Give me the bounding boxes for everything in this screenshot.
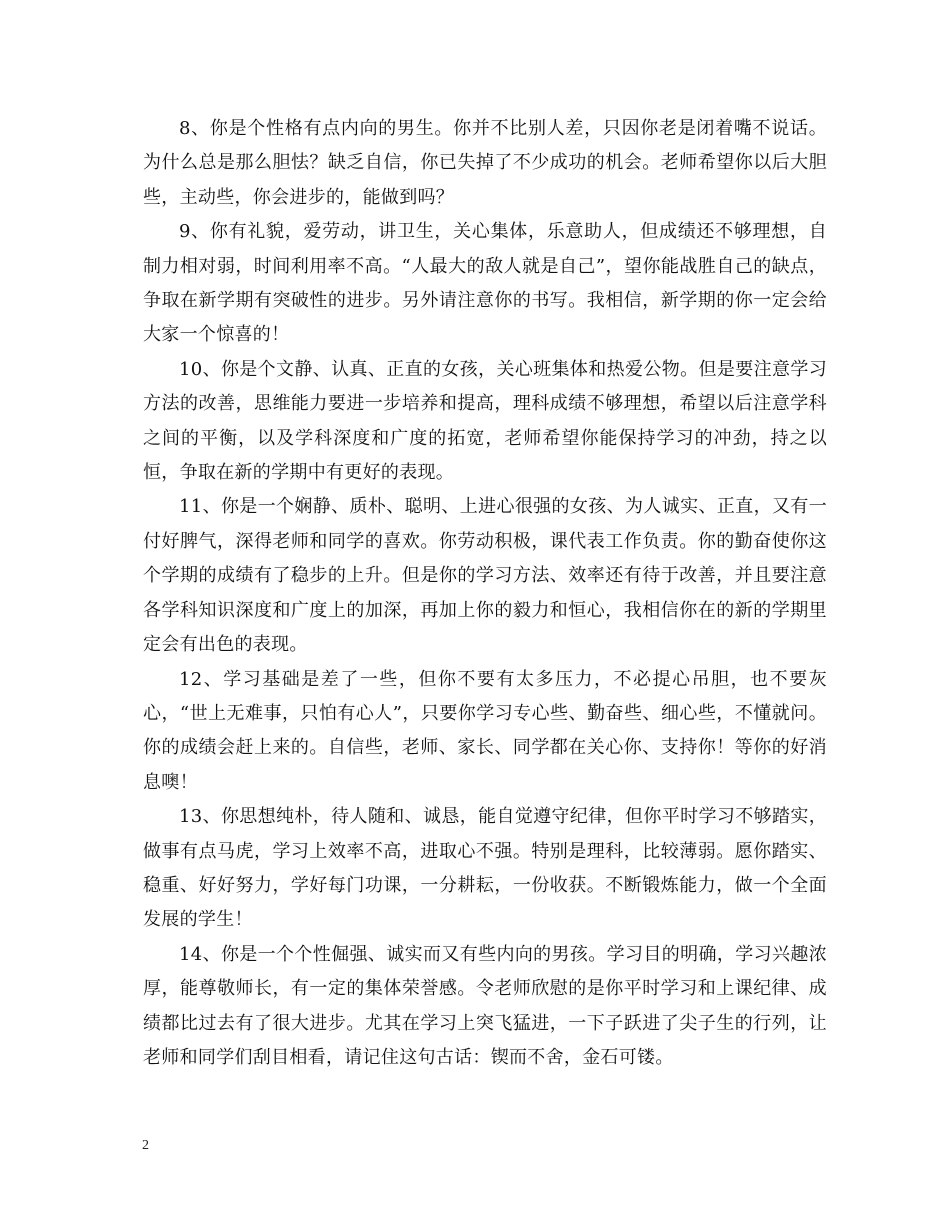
comment-paragraph-8: 8、你是个性格有点内向的男生。你并不比别人差，只因你老是闭着嘴不说话。为什么总是那么胆怯？缺乏自信，你已失掉了不少成功的机会。老师希望你以后大胆些，主动些，你会进步的，能做到吗？ (143, 118, 827, 208)
comment-paragraph-13: 13、你思想纯朴，待人随和、诚恳，能自觉遵守纪律，但你平时学习不够踏实，做事有点马虎，学习上效率不高，进取心不强。特别是理科，比较薄弱。愿你踏实、稳重、好好努力，学好每门功课，一分耕耘，一份收获。不断锻炼能力，做一个全面发展的学生！ (143, 806, 827, 931)
comment-paragraph-14: 14、你是一个个性倔强、诚实而又有些内向的男孩。学习目的明确，学习兴趣浓厚，能尊敬师长，有一定的集体荣誉感。令老师欣慰的是你平时学习和上课纪律、成绩都比过去有了很大进步。尤其在学习上突飞猛进，一下子跃进了尖子生的行列，让老师和同学们刮目相看，请记住这句古话：锲而不舍，金石可镂。 (143, 943, 827, 1068)
comment-paragraph-12: 12、学习基础是差了一些，但你不要有太多压力，不必提心吊胆，也不要灰心，“世上无难事，只怕有心人”，只要你学习专心些、勤奋些、细心些，不懂就问。你的成绩会赶上来的。自信些，老师、家长、同学都在关心你、支持你！等你的好消息噢！ (143, 668, 827, 793)
comment-paragraph-11: 11、你是一个娴静、质朴、聪明、上进心很强的女孩、为人诚实、正直，又有一付好脾气，深得老师和同学的喜欢。你劳动积极，课代表工作负责。你的勤奋使你这个学期的成绩有了稳步的上升。但是你的学习方法、效率还有待于改善，并且要注意各学科知识深度和广度上的加深，再加上你的毅力和恒心，我相信你在的新的学期里定会有出色的表现。 (143, 496, 827, 656)
comment-paragraph-10: 10、你是个文静、认真、正直的女孩，关心班集体和热爱公物。但是要注意学习方法的改善，思维能力要进一步培养和提高，理科成绩不够理想，希望以后注意学科之间的平衡，以及学科深度和广度的拓宽，老师希望你能保持学习的冲劲，持之以恒，争取在新的学期中有更好的表现。 (143, 358, 827, 484)
comment-paragraph-9: 9、你有礼貌，爱劳动，讲卫生，关心集体，乐意助人，但成绩还不够理想，自制力相对弱，时间利用率不高。“人最大的敌人就是自己”，望你能战胜自己的缺点，争取在新学期有突破性的进步。另外请注意你的书写。我相信，新学期的你一定会给大家一个惊喜的！ (143, 221, 827, 346)
document-body (143, 112, 827, 1075)
page-number: 2 (142, 1138, 149, 1153)
